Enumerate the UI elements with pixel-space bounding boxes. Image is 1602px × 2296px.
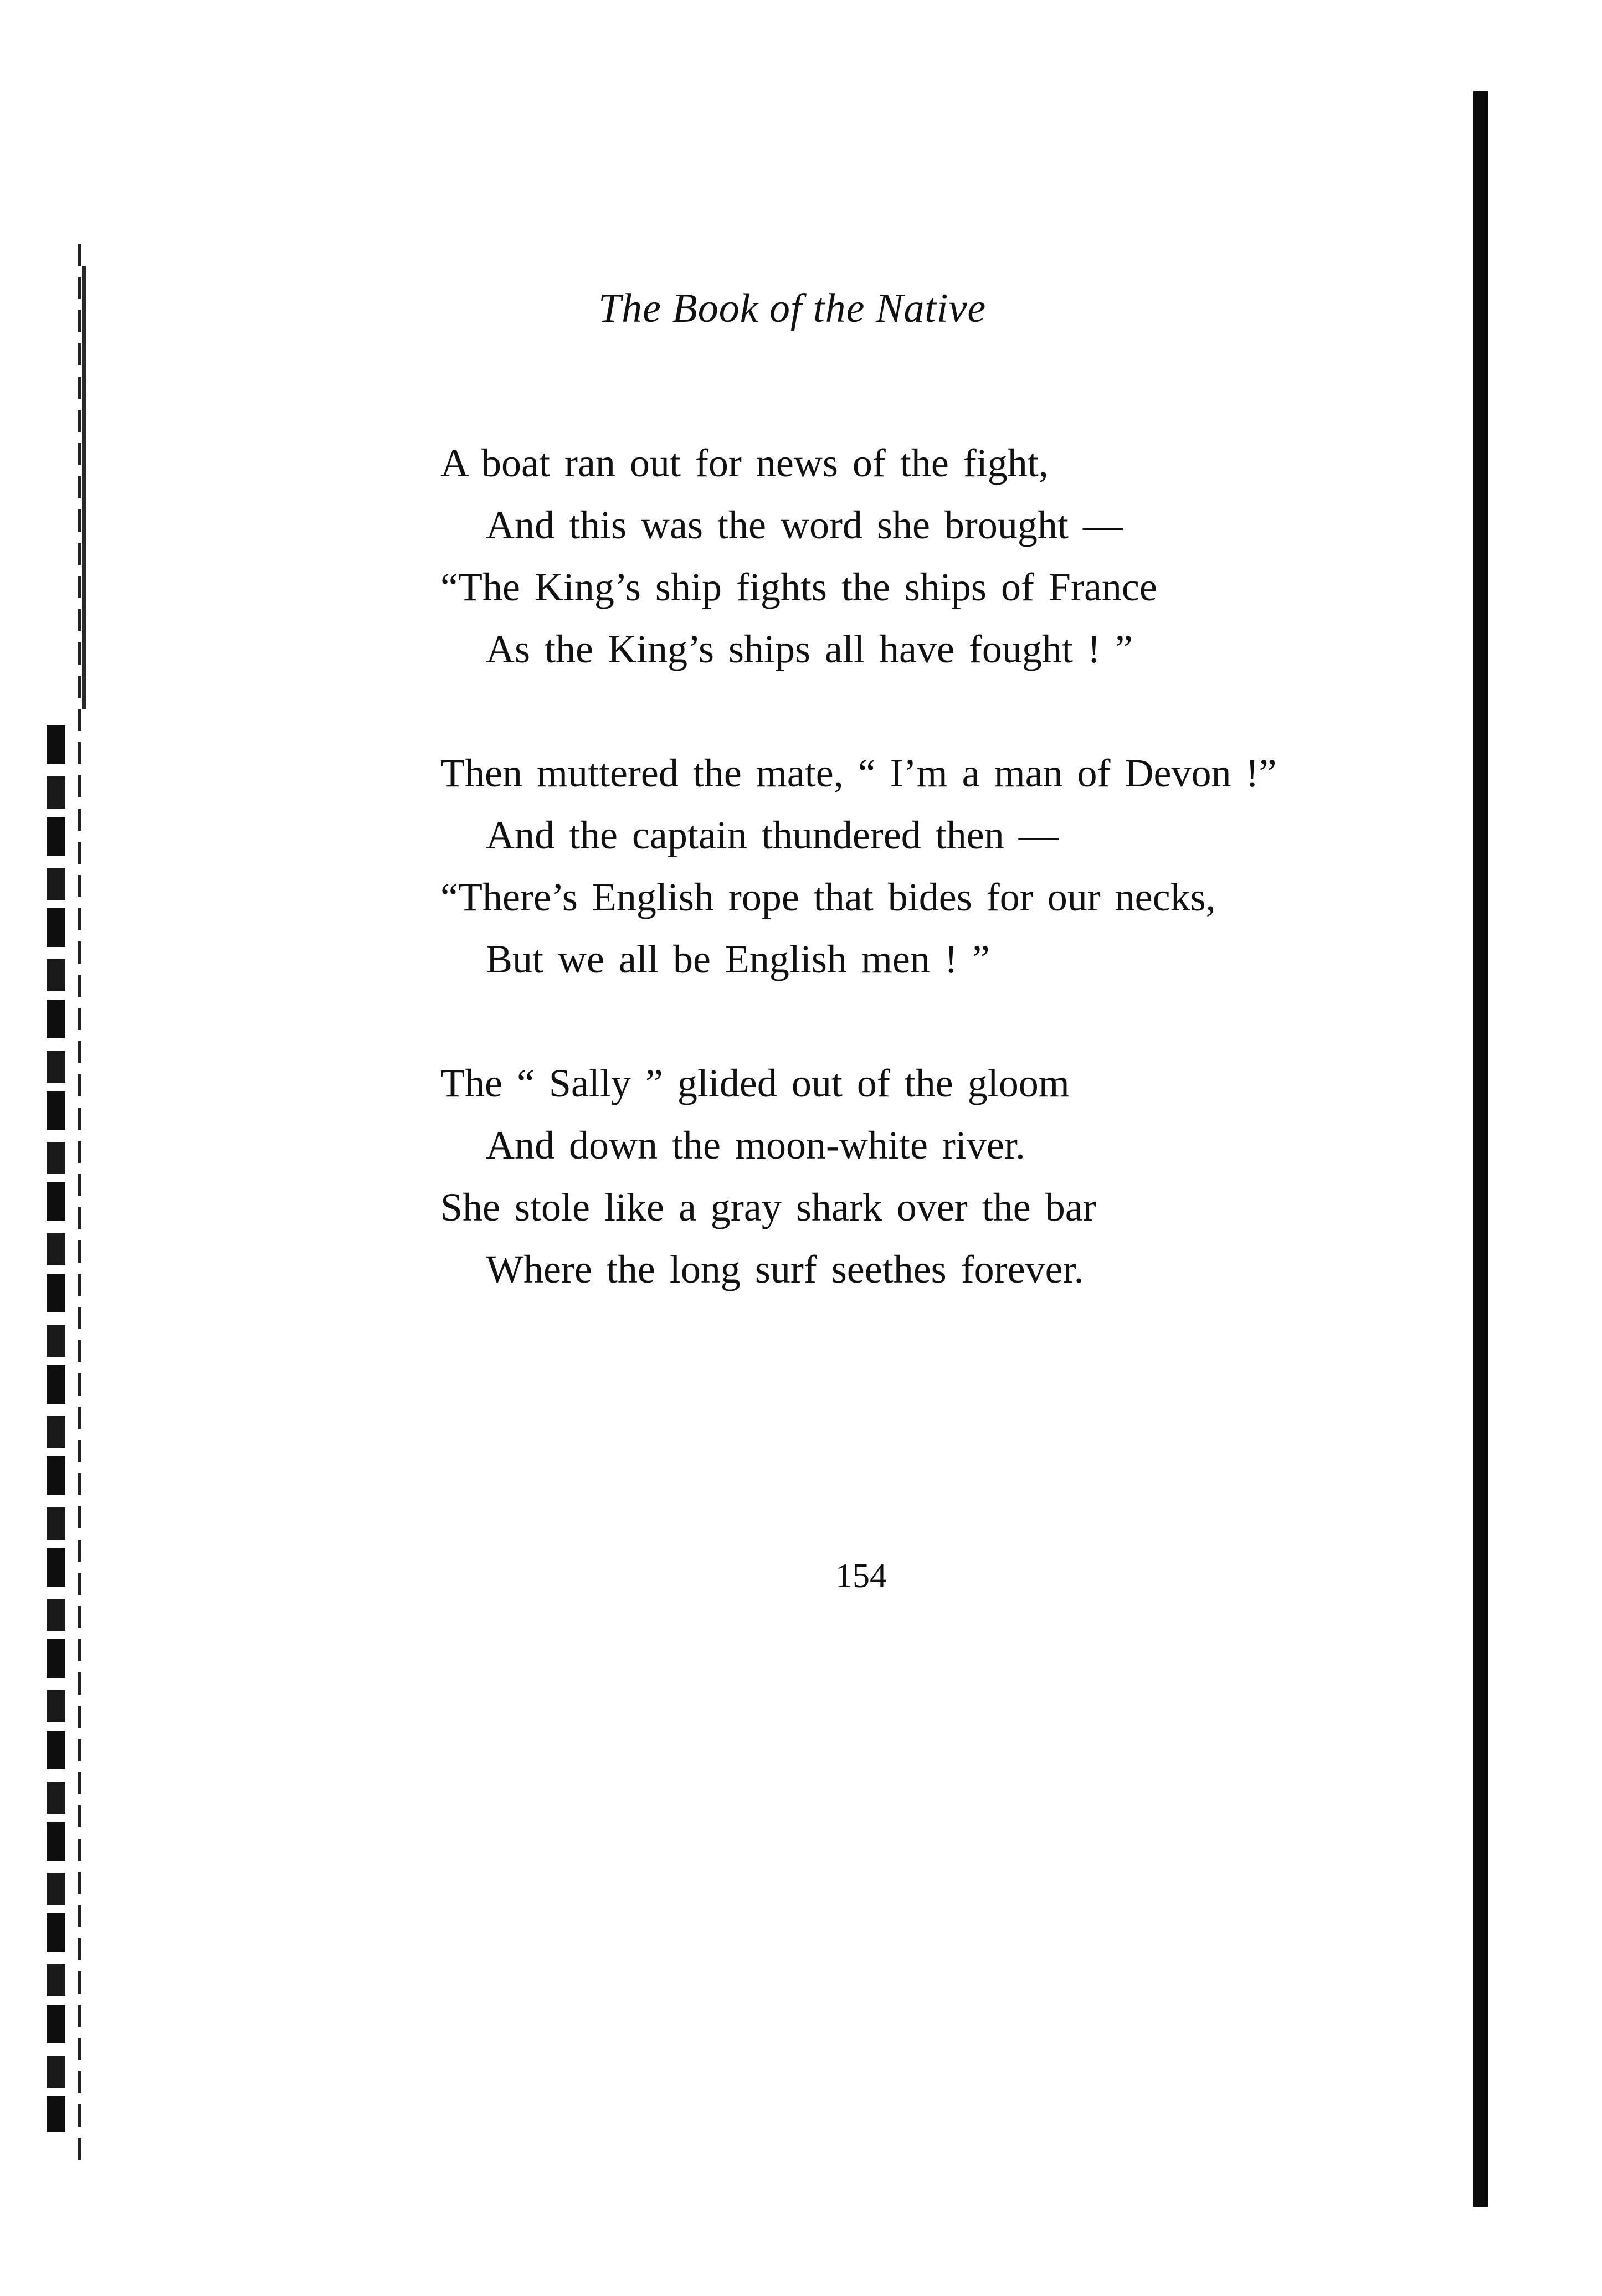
- scan-edge-artifact: [47, 725, 65, 2132]
- stanza: [440, 432, 1276, 680]
- running-head: The Book of the Native: [598, 286, 987, 331]
- poem-line: Then muttered the mate, “ I’m a man of Devon !”: [440, 751, 1277, 795]
- poem-line: The “ Sally ” glided out of the gloom: [440, 1061, 1070, 1105]
- page-number: 154: [835, 1557, 887, 1595]
- scan-edge-artifact: [78, 244, 81, 2171]
- poem-line: And this was the word she brought —: [486, 503, 1123, 547]
- stanza: [440, 1052, 1276, 1300]
- poem-line: As the King’s ships all have fought ! ”: [486, 627, 1133, 671]
- poem-line: And the captain thundered then —: [486, 813, 1059, 857]
- poem-line: “There’s English rope that bides for our necks,: [440, 875, 1216, 919]
- poem-line: “The King’s ship fights the ships of France: [440, 565, 1157, 609]
- scan-edge-artifact: [82, 266, 86, 709]
- scan-edge-artifact: [1473, 91, 1488, 2207]
- poem-line: She stole like a gray shark over the bar: [440, 1185, 1096, 1229]
- poem-line: But we all be English men ! ”: [486, 937, 990, 981]
- stanza: [440, 742, 1276, 990]
- poem-line: A boat ran out for news of the fight,: [440, 441, 1049, 485]
- poem-line: And down the moon-white river.: [486, 1123, 1025, 1167]
- poem-line: Where the long surf seethes forever.: [486, 1247, 1084, 1291]
- poem: [440, 432, 1276, 1300]
